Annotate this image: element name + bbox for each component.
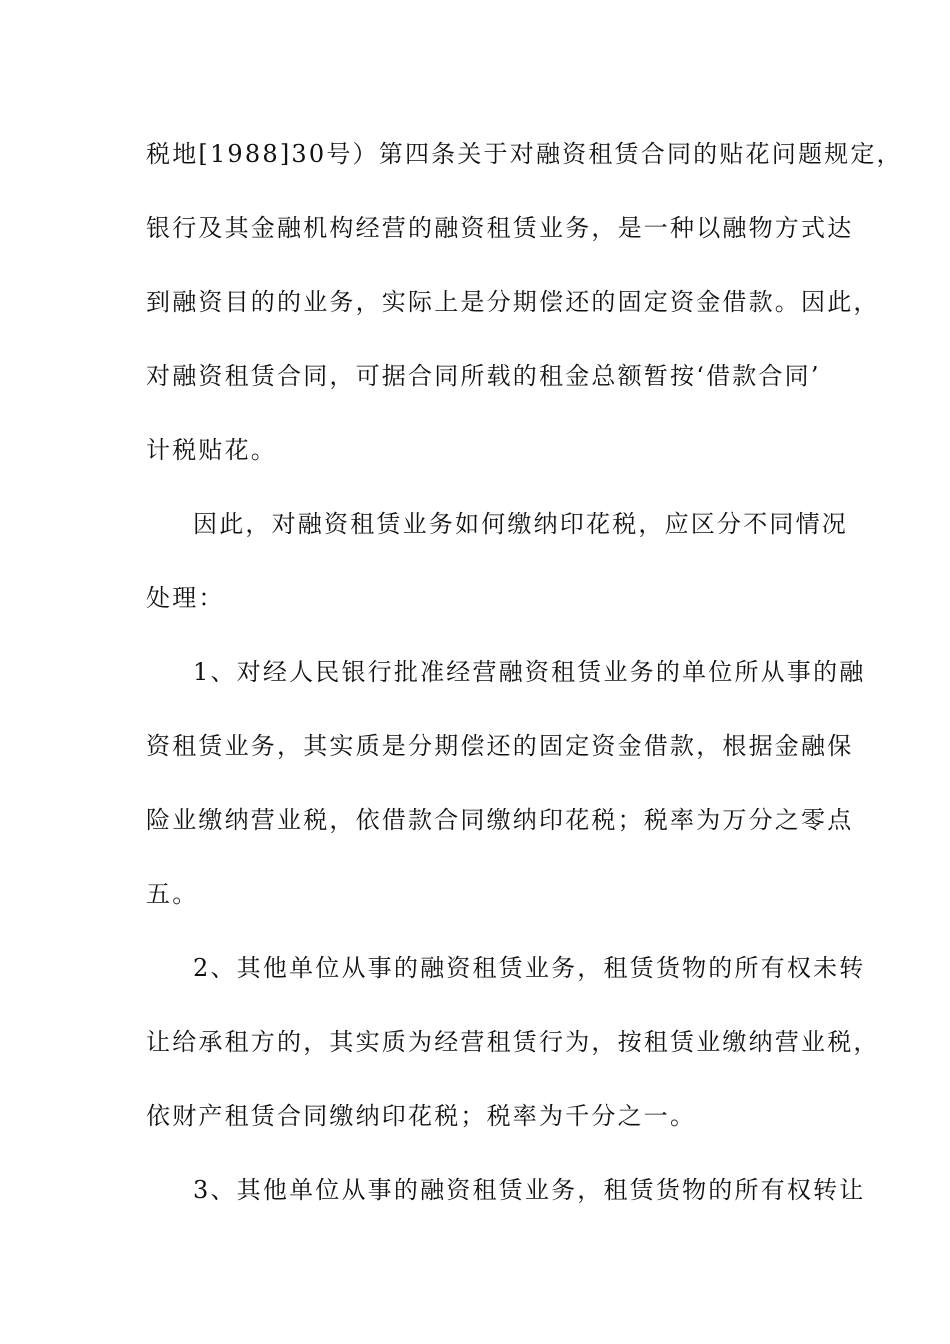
text-line-11: 五。: [146, 880, 199, 908]
text-line-14: 依财产租赁合同缴纳印花税；税率为千分之一。: [146, 1102, 697, 1130]
text-line-12: 2、其他单位从事的融资租赁业务，租赁货物的所有权未转: [193, 954, 866, 982]
text-line-4: 对融资租赁合同，可据合同所载的租金总额暂按‘借款合同’: [146, 362, 821, 390]
text-line-10: 险业缴纳营业税，依借款合同缴纳印花税；税率为万分之零点: [146, 806, 854, 834]
text-line-15: 3、其他单位从事的融资租赁业务，租赁货物的所有权转让: [193, 1176, 866, 1204]
text-line-8: 1、对经人民银行批准经营融资租赁业务的单位所从事的融: [193, 658, 866, 686]
text-line-1: 税地[1988]30号）第四条关于对融资租赁合同的贴花问题规定，: [146, 140, 903, 168]
text-line-3: 到融资目的的业务，实际上是分期偿还的固定资金借款。因此，: [146, 288, 880, 316]
text-line-7: 处理：: [146, 584, 225, 612]
text-line-9: 资租赁业务，其实质是分期偿还的固定资金借款，根据金融保: [146, 732, 854, 760]
text-line-6: 因此，对融资租赁业务如何缴纳印花税，应区分不同情况: [193, 510, 848, 538]
text-line-2: 银行及其金融机构经营的融资租赁业务，是一种以融物方式达: [146, 214, 854, 242]
text-line-13: 让给承租方的，其实质为经营租赁行为，按租赁业缴纳营业税，: [146, 1028, 880, 1056]
text-line-5: 计税贴花。: [146, 436, 277, 464]
